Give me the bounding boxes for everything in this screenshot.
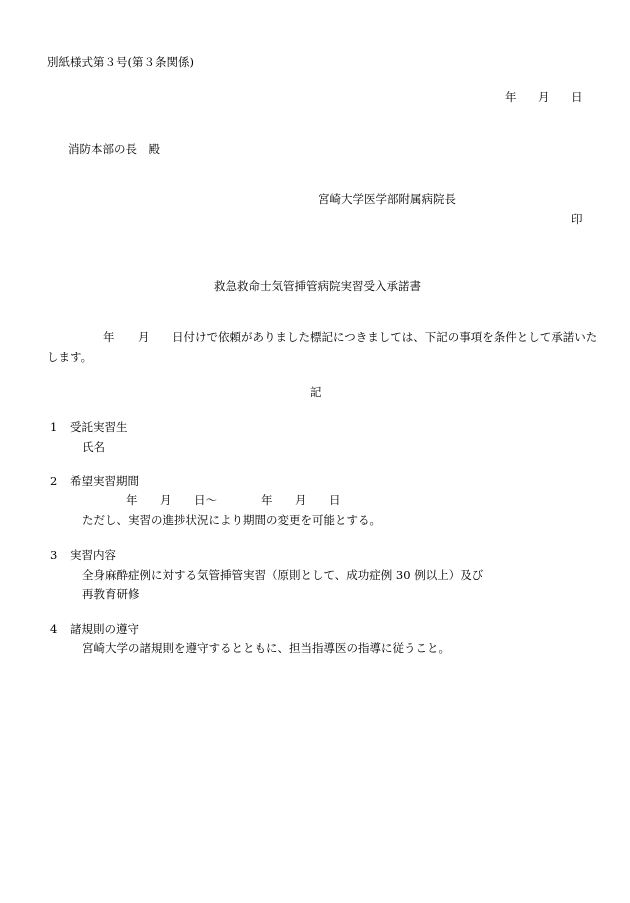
body-text-line-2: します。 <box>47 350 93 364</box>
period-to-year: 年 <box>261 493 273 507</box>
item-line: ただし、実習の進捗状況により期間の変更を可能とする。 <box>82 513 381 527</box>
item-line: 全身麻酔症例に対する気管挿管実習（原則として、成功症例 30 例以上）及び <box>82 568 484 582</box>
form-label: 別紙様式第３号(第３条関係) <box>47 55 194 69</box>
body-month: 月 <box>138 330 150 344</box>
item-number: 2 <box>50 474 58 488</box>
date-day: 日 <box>571 90 583 104</box>
date-year: 年 <box>505 90 517 104</box>
date-month: 月 <box>538 90 550 104</box>
item-number: 3 <box>50 548 58 562</box>
addressee: 消防本部の長 殿 <box>68 142 160 156</box>
item-line: 再教育研修 <box>82 587 140 601</box>
period-from-year: 年 <box>126 493 138 507</box>
item-heading: 実習内容 <box>70 548 116 562</box>
item-heading: 受託実習生 <box>70 420 128 434</box>
item-line: 氏名 <box>82 440 105 454</box>
body-year: 年 <box>103 330 115 344</box>
issuer: 宮崎大学医学部附属病院長 <box>318 192 456 206</box>
period-from-day: 日〜 <box>194 493 217 507</box>
period-from-month: 月 <box>160 493 172 507</box>
item-heading: 諸規則の遵守 <box>70 622 139 636</box>
ki-heading: 記 <box>310 385 322 399</box>
item-heading: 希望実習期間 <box>70 474 139 488</box>
document-title: 救急救命士気管挿管病院実習受入承諾書 <box>214 279 421 293</box>
item-line: 宮崎大学の諸規則を遵守するとともに、担当指導医の指導に従うこと。 <box>82 641 450 655</box>
body-text-line-1: 日付けで依頼がありました標記につきましては、下記の事項を条件として承諾いた <box>172 330 598 344</box>
period-to-day: 日 <box>329 493 341 507</box>
item-number: 1 <box>50 420 58 434</box>
item-number: 4 <box>50 622 58 636</box>
seal-mark: 印 <box>571 212 583 226</box>
period-to-month: 月 <box>295 493 307 507</box>
